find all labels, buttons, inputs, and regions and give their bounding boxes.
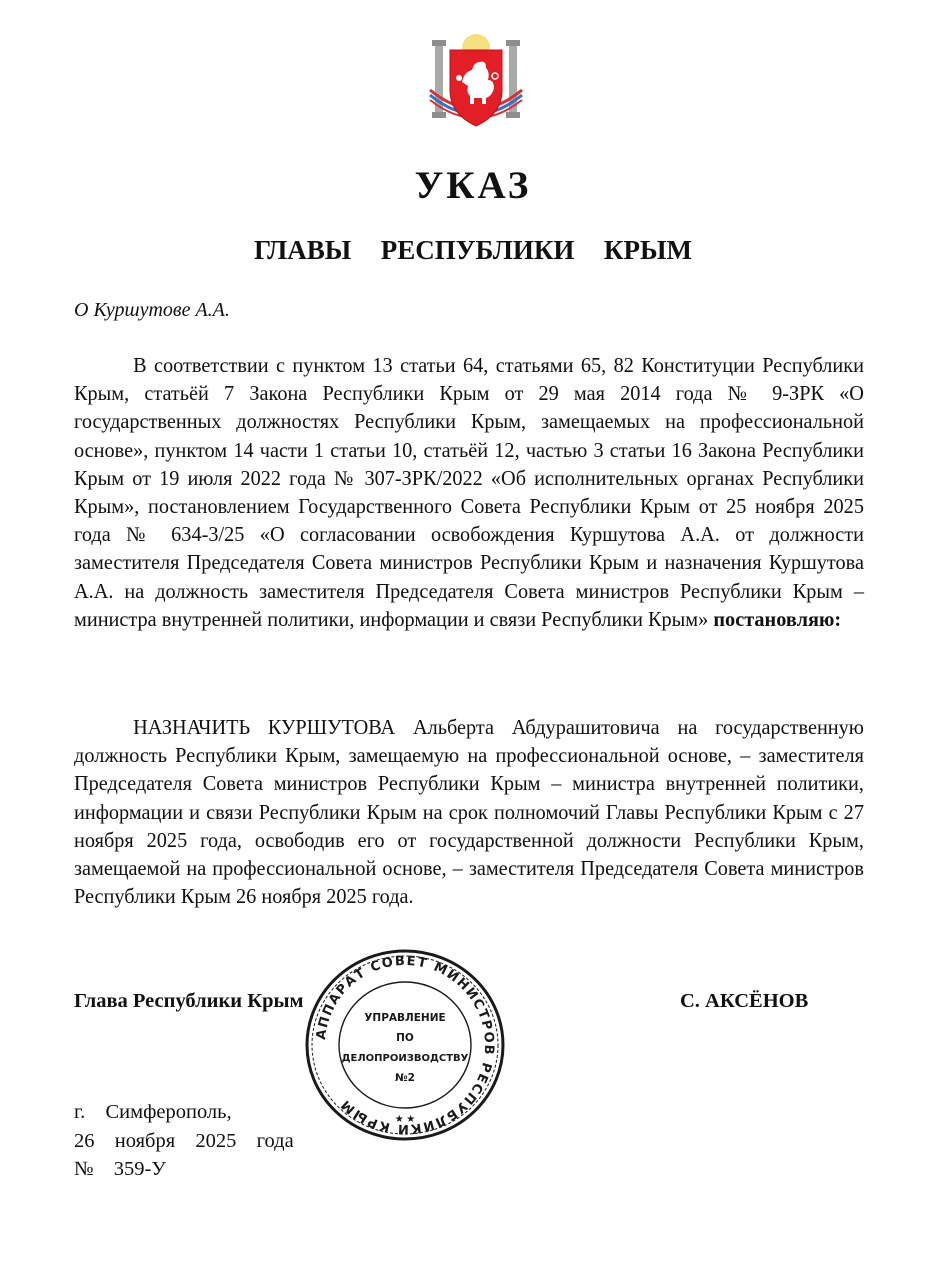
decree-number: № 359-У — [74, 1158, 166, 1180]
stamp-line-4: №2 — [395, 1072, 415, 1084]
signatory-name: С. АКСЁНОВ — [680, 990, 809, 1012]
order-paragraph — [74, 714, 864, 911]
stamp-line-1: УПРАВЛЕНИЕ — [364, 1012, 446, 1024]
signatory-position: Глава Республики Крым — [74, 990, 304, 1012]
stamp-stars: ★ ★ — [394, 1114, 416, 1125]
stamp-line-3: ДЕЛОПРОИЗВОДСТВУ — [341, 1053, 469, 1064]
document-subtitle: ГЛАВЫ РЕСПУБЛИКИ КРЫМ — [253, 235, 692, 265]
issue-city: г. Симферополь, — [74, 1101, 232, 1123]
preamble-text: В соответствии с пунктом 13 статьи 64, статьями 65, 82 Конституции Республики Крым, статьёй 7 Закона Республики Крым от 29 мая 2014 года № 9-ЗРК «О государственных должностях Республики Крым, замещаемых на профессиональной основе», пунктом 14 части 1 статьи 10, статьёй 12, частью 3 статьи 16 Закона Республики Крым от 19 июля 2022 года № 307-ЗРК/2022 «Об исполнительных органах Республики Крым», постановлением Государственного Совета Республики Крым от 25 ноября 2025 года № 634-3/25 «О согласовании освобождения Куршутова А.А. от должности заместителя Председателя Совета министров Республики Крым и назначения Куршутова А.А. на должность заместителя Председателя Совета министров Республики Крым – министра внутренней политики, информации и связи Республики Крым» — [74, 355, 864, 631]
document-subject: О Куршутове А.А. — [74, 299, 230, 321]
stamp-ring-text: АППАРАТ СОВЕТ МИНИСТРОВ РЕСПУБЛИКИ КРЫМ — [314, 953, 497, 1137]
issue-date: 26 ноября 2025 года — [74, 1129, 294, 1152]
preamble-paragraph — [74, 352, 864, 634]
crimea-coat-of-arms-icon — [428, 32, 524, 136]
issue-details — [74, 1098, 294, 1184]
svg-text:АППАРАТ СОВЕТ МИНИСТРОВ РЕСПУБ — [314, 954, 496, 1136]
official-stamp — [304, 948, 506, 1142]
document-title: УКАЗ — [414, 164, 532, 207]
decree-word: постановляю: — [713, 608, 842, 631]
stamp-line-2: ПО — [396, 1032, 414, 1044]
order-text: НАЗНАЧИТЬ КУРШУТОВА Альберта Абдурашитовича на государственную должность Республики Крым, замещаемую на профессиональной основе, – заместителя Председателя Совета министров Республики Крым – министра внутренней политики, информации и связи Республики Крым на срок полномочий Главы Республики Крым с 27 ноября 2025 года, освободив его от государственной должности Республики Крым, замещаемой на профессиональной основе, – заместителя Председателя Совета министров Республики Крым 26 ноября 2025 года. — [74, 717, 864, 909]
